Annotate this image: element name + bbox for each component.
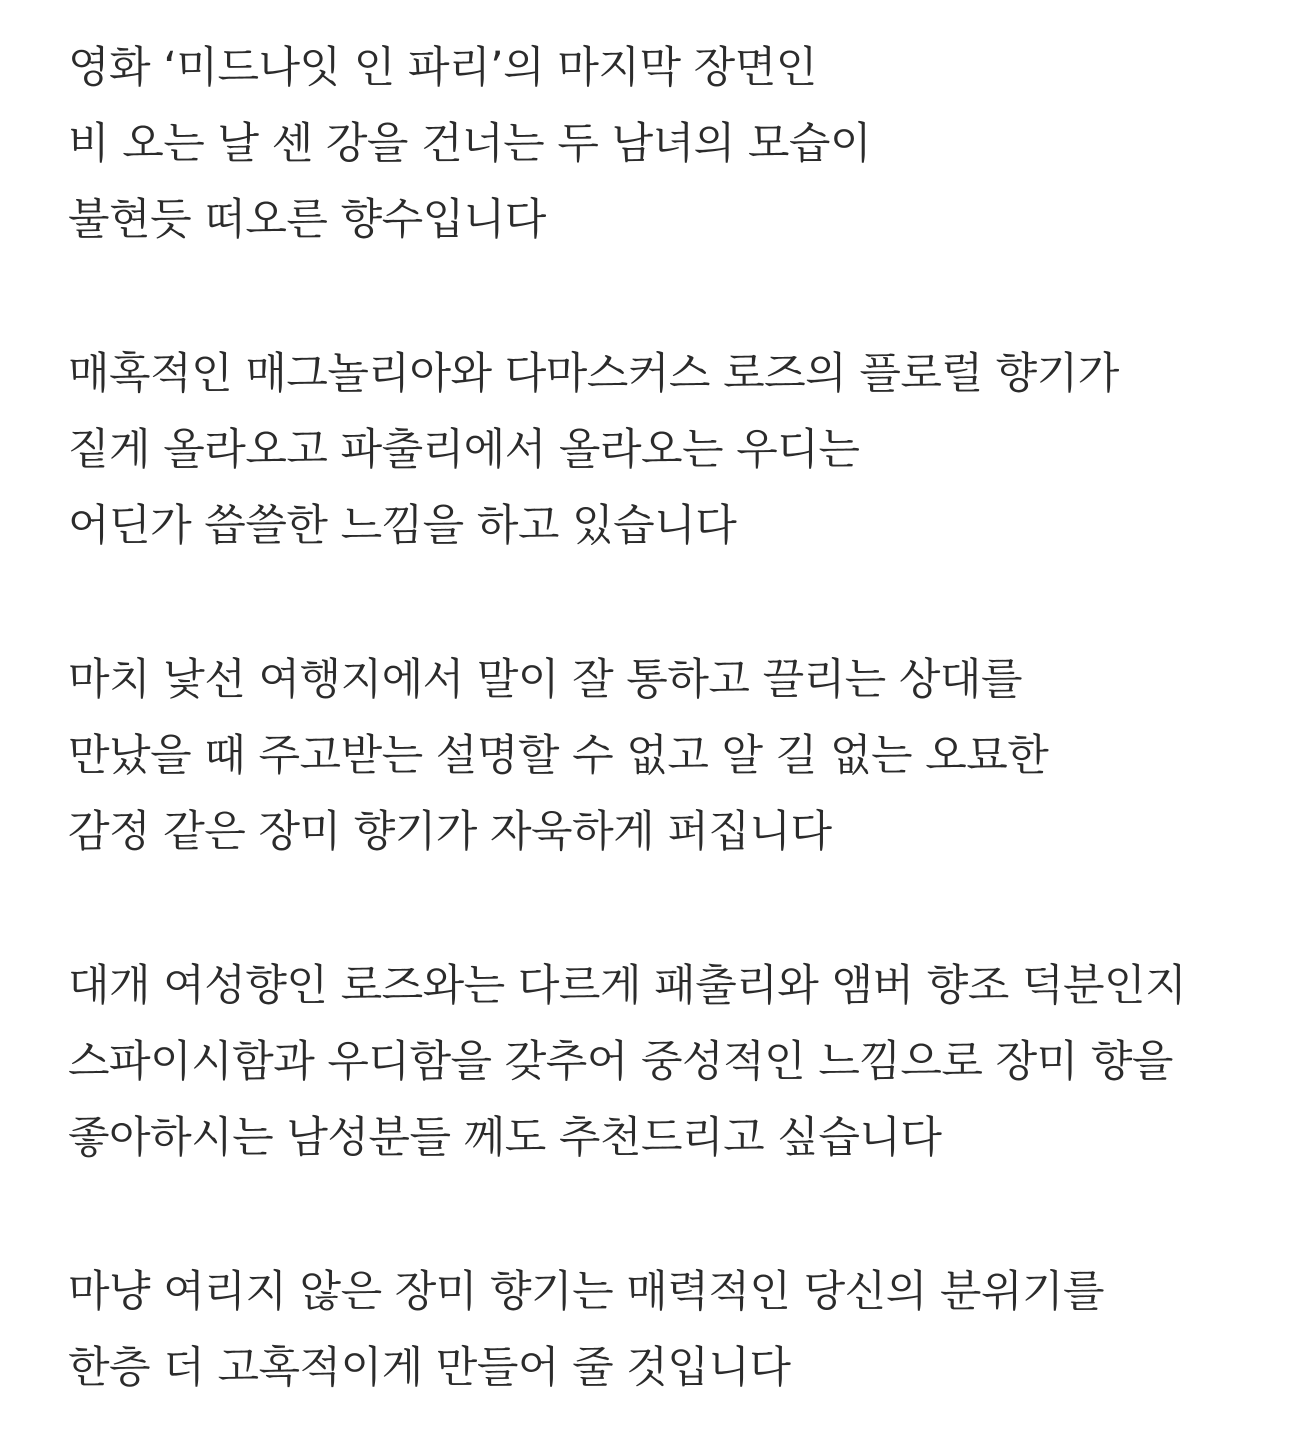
text-line: 한층 더 고혹적이게 만들어 줄 것입니다	[68, 1343, 791, 1393]
text-line: 만났을 때 주고받는 설명할 수 없고 알 길 없는 오묘한	[68, 731, 1049, 781]
paragraph-notes	[68, 336, 1293, 564]
text-line: 영화 ‘미드나잇 인 파리’의 마지막 장면인	[68, 43, 817, 93]
paragraph-impression	[68, 642, 1293, 870]
text-line: 비 오는 날 센 강을 건너는 두 남녀의 모습이	[68, 119, 871, 169]
text-line: 짙게 올라오고 파출리에서 올라오는 우디는	[68, 425, 860, 475]
text-line: 감정 같은 장미 향기가 자욱하게 퍼집니다	[68, 807, 832, 857]
article-body	[68, 30, 1293, 1406]
paragraph-closing	[68, 1254, 1293, 1406]
text-line: 스파이시함과 우디함을 갖추어 중성적인 느낌으로 장미 향을	[68, 1037, 1173, 1087]
paragraph-recommendation	[68, 948, 1293, 1176]
text-line: 마치 낯선 여행지에서 말이 잘 통하고 끌리는 상대를	[68, 655, 1022, 705]
text-line: 마냥 여리지 않은 장미 향기는 매력적인 당신의 분위기를	[68, 1267, 1105, 1317]
paragraph-intro	[68, 30, 1293, 258]
text-line: 좋아하시는 남성분들 께도 추천드리고 싶습니다	[68, 1113, 942, 1163]
text-line: 불현듯 떠오른 향수입니다	[68, 195, 546, 245]
text-line: 매혹적인 매그놀리아와 다마스커스 로즈의 플로럴 향기가	[68, 349, 1119, 399]
text-line: 어딘가 씁쓸한 느낌을 하고 있습니다	[68, 501, 737, 551]
text-line: 대개 여성향인 로즈와는 다르게 패출리와 앰버 향조 덕분인지	[68, 961, 1187, 1011]
